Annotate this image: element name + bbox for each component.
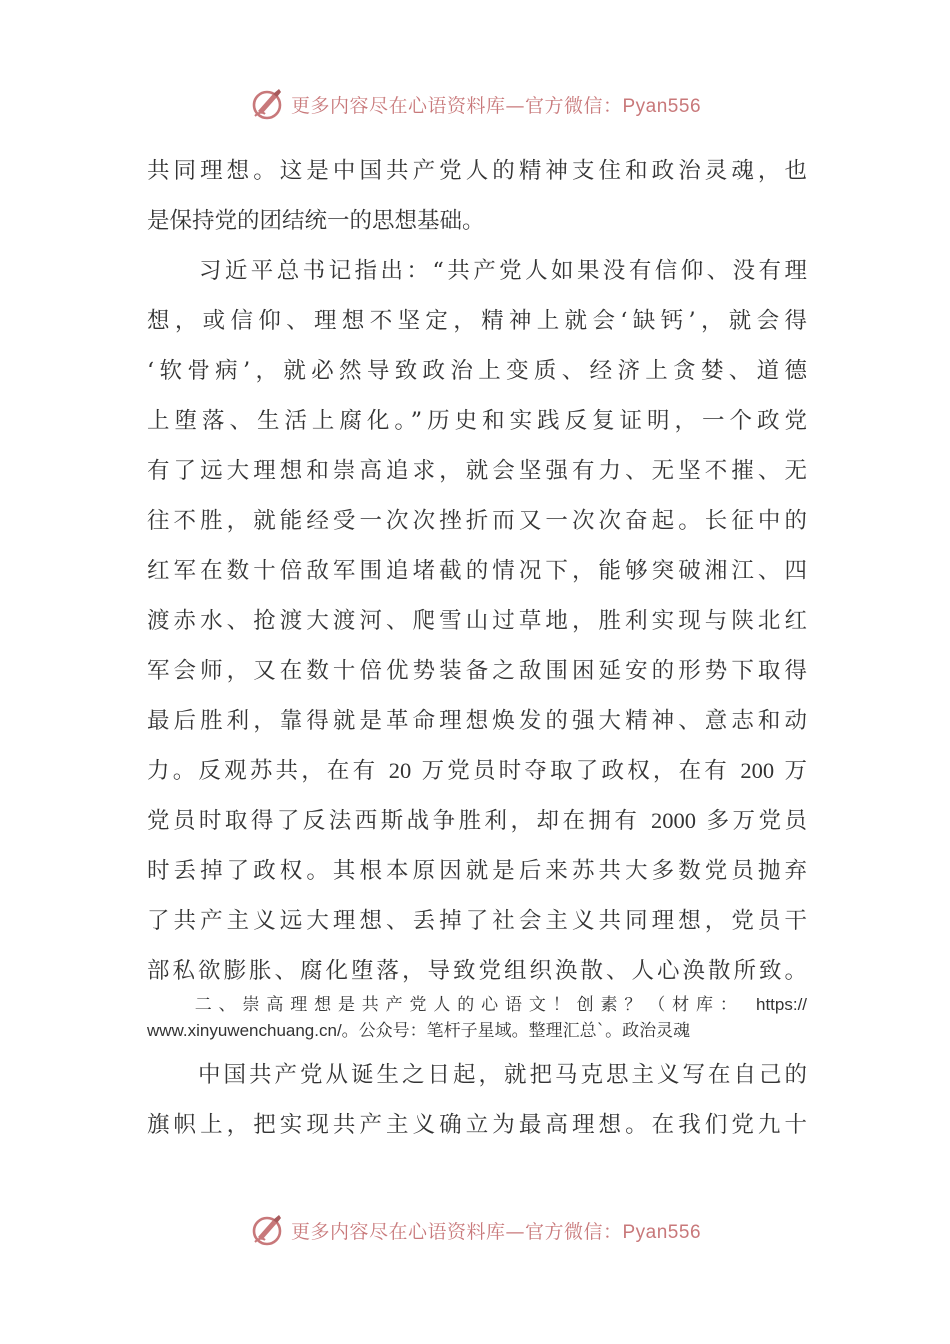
pen-circle-icon — [249, 1212, 285, 1248]
text-line: 共同理想。这是中国共产党人的精神支住和政治灵魂，也 — [147, 158, 807, 184]
header-watermark — [0, 82, 950, 126]
text-line: 中国共产党从诞生之日起，就把马克思主义写在自己的 — [147, 1062, 807, 1088]
text-line: 旗帜上，把实现共产主义确立为最高理想。在我们党九十 — [147, 1112, 807, 1138]
section-heading — [147, 992, 807, 1044]
text-line: 上堕落、生活上腐化。”历史和实践反复证明，一个政党 — [147, 408, 807, 434]
text-line: 习近平总书记指出：“共产党人如果没有信仰、没有理 — [147, 258, 807, 284]
text-line: 部私欲膨胀、腐化堕落，导致党组织涣散、人心涣散所致。 — [147, 958, 807, 984]
text-line: 有了远大理想和崇高追求，就会坚强有力、无坚不摧、无 — [147, 458, 807, 484]
text-line: ‘软骨病’，就必然导致政治上变质、经济上贪婪、道德 — [147, 358, 807, 384]
text-line: 党员时取得了反法西斯战争胜利，却在拥有 2000 多万党员 — [147, 808, 807, 834]
text-line: 时丢掉了政权。其根本原因就是后来苏共大多数党员抛弃 — [147, 858, 807, 884]
text-line: 往不胜，就能经受一次次挫折而又一次次奋起。长征中的 — [147, 508, 807, 534]
text-line: 渡赤水、抢渡大渡河、爬雪山过草地，胜利实现与陕北红 — [147, 608, 807, 634]
header-watermark-text: 更多内容尽在心语资料库—官方微信：Pyan556 — [290, 94, 702, 117]
text-line: 红军在数十倍敌军围追堵截的情况下，能够突破湘江、四 — [147, 558, 807, 584]
text-line: 力。反观苏共，在有 20 万党员时夺取了政权，在有 200 万 — [147, 758, 807, 784]
text-line: 最后胜利，靠得就是革命理想焕发的强大精神、意志和动 — [147, 708, 807, 734]
footer-wechat-id: Pyan556 — [622, 1221, 702, 1243]
website-link[interactable]: https:// — [755, 995, 808, 1014]
footer-watermark — [0, 1208, 950, 1252]
website-link[interactable]: www.xinyuwenchuang.cn/ — [147, 1021, 342, 1040]
section-heading-line: www.xinyuwenchuang.cn/。公众号：笔杆子星域。整理汇总`。政治灵魂 — [147, 1021, 691, 1041]
text-line: 了共产主义远大理想、丢掉了社会主义共同理想，党员干 — [147, 908, 807, 934]
footer-watermark-text: 更多内容尽在心语资料库—官方微信：Pyan556 — [290, 1220, 702, 1243]
section-heading-line: 二、崇高理想是共产党人的心语文！创素？（材库： https:// — [147, 995, 808, 1015]
text-line: 军会师，又在数十倍优势装备之敌围困延安的形势下取得 — [147, 658, 807, 684]
text-line: 想，或信仰、理想不坚定，精神上就会‘缺钙’，就会得 — [147, 308, 807, 334]
header-wechat-id: Pyan556 — [622, 95, 702, 117]
text-line: 是保持党的团结统一的思想基础。 — [147, 208, 485, 234]
pen-circle-icon — [249, 86, 285, 122]
document-body — [147, 146, 807, 1150]
